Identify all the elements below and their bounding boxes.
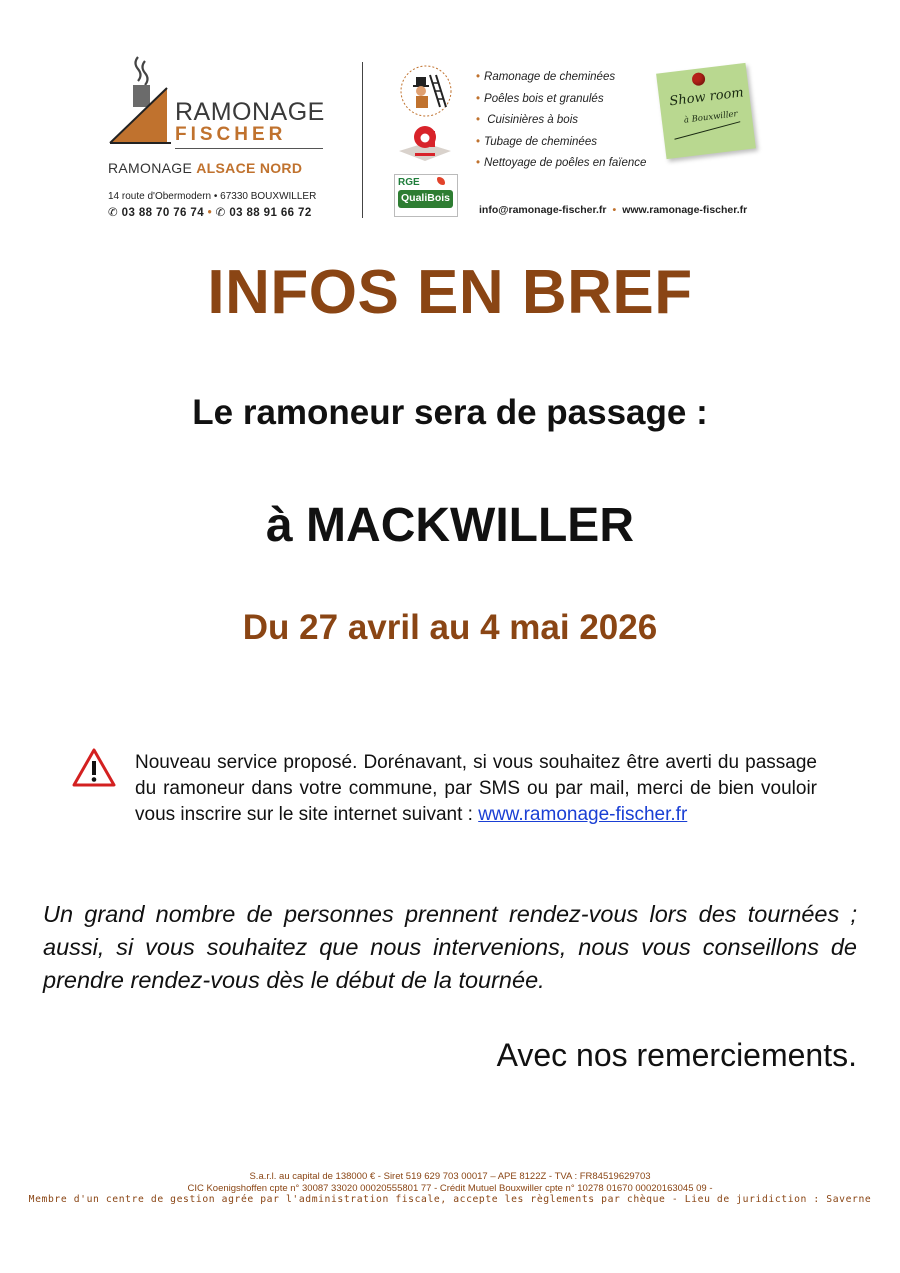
phone-numbers — [108, 205, 312, 219]
separator-dot: • — [612, 204, 617, 216]
service-item: • Ramonage de cheminées — [476, 71, 616, 83]
tagline: RAMONAGE ALSACE NORD — [108, 160, 303, 176]
phone-icon: ✆ — [108, 207, 119, 219]
separator-dot: • — [207, 207, 213, 219]
website-link[interactable]: www.ramonage-fischer.fr — [478, 804, 688, 825]
website-link[interactable]: www.ramonage-fischer.fr — [622, 204, 748, 216]
footer-membership-line: Membre d'un centre de gestion agrée par l'administration fiscale, accepte les règlements par chèque - Lieu de juridiction : Saverne — [28, 1194, 872, 1205]
company-address: 14 route d'Obermodern • 67330 BOUXWILLER — [108, 191, 317, 202]
services-list — [476, 68, 646, 176]
page-title: INFOS EN BREF — [207, 258, 693, 327]
company-logo — [105, 55, 330, 220]
header-divider — [362, 62, 363, 218]
email-link[interactable]: info@ramonage-fischer.fr — [479, 204, 607, 216]
notice-text: Nouveau service proposé. Dorénavant, si vous souhaitez être averti du passage du ramoneur dans votre commune, par SMS ou par mail, merci de bien vouloir vous inscrire sur le site internet suivant : — [135, 752, 817, 825]
flame-icon — [437, 177, 445, 185]
new-service-notice — [135, 750, 817, 828]
footer-bank-line: CIC Koenigshoffen cpte n° 30087 33020 00020555801 77 - Crédit Mutuel Bouxwiller cpte n° 10278 01670 00020163045 09 - — [187, 1183, 713, 1194]
warning-icon — [72, 748, 116, 788]
showroom-location: à Bouxwiller — [683, 109, 739, 126]
closing-thanks: Avec nos remerciements. — [496, 1037, 857, 1073]
showroom-title: Show room — [668, 85, 745, 110]
phone-1[interactable]: 03 88 70 76 74 — [121, 207, 204, 219]
brand-name-line1: RAMONAGE — [175, 98, 325, 126]
service-item: • Poêles bois et granulés — [476, 92, 604, 105]
footer-legal-line: S.a.r.l. au capital de 138000 € - Siret 519 629 703 00017 – APE 8122Z - TVA : FR84519629703 — [249, 1171, 651, 1182]
chimney-house-logo-icon — [105, 55, 180, 150]
rge-qualibois-badge — [394, 174, 458, 217]
rge-label: RGE — [398, 177, 420, 188]
phone-2[interactable]: 03 88 91 66 72 — [229, 207, 312, 219]
service-item: • Tubage de cheminées — [476, 135, 597, 148]
brand-name-line2: FISCHER — [175, 124, 287, 145]
contact-line — [479, 204, 747, 216]
pushpin-icon — [691, 72, 705, 86]
corporation-ramoneurs-badge-icon — [398, 63, 454, 119]
subtitle: Le ramoneur sera de passage : — [192, 393, 708, 432]
showroom-note — [656, 63, 756, 159]
artisan-badge-icon — [397, 123, 453, 163]
phone-icon: ✆ — [215, 207, 226, 219]
service-item: • Cuisinières à bois — [476, 114, 578, 126]
service-item: • Nettoyage de poêles en faïence — [476, 157, 647, 169]
visit-dates: Du 27 avril au 4 mai 2026 — [242, 608, 658, 647]
qualibois-label: QualiBois — [401, 192, 451, 204]
town-name: à MACKWILLER — [266, 499, 634, 552]
brand-divider — [175, 148, 323, 149]
appointment-advice: Un grand nombre de personnes prennent rendez-vous lors des tournées ; aussi, si vous souhaitez que nous intervenions, nous vous conseillons de prendre rendez-vous dès le début de la tournée. — [43, 901, 857, 993]
